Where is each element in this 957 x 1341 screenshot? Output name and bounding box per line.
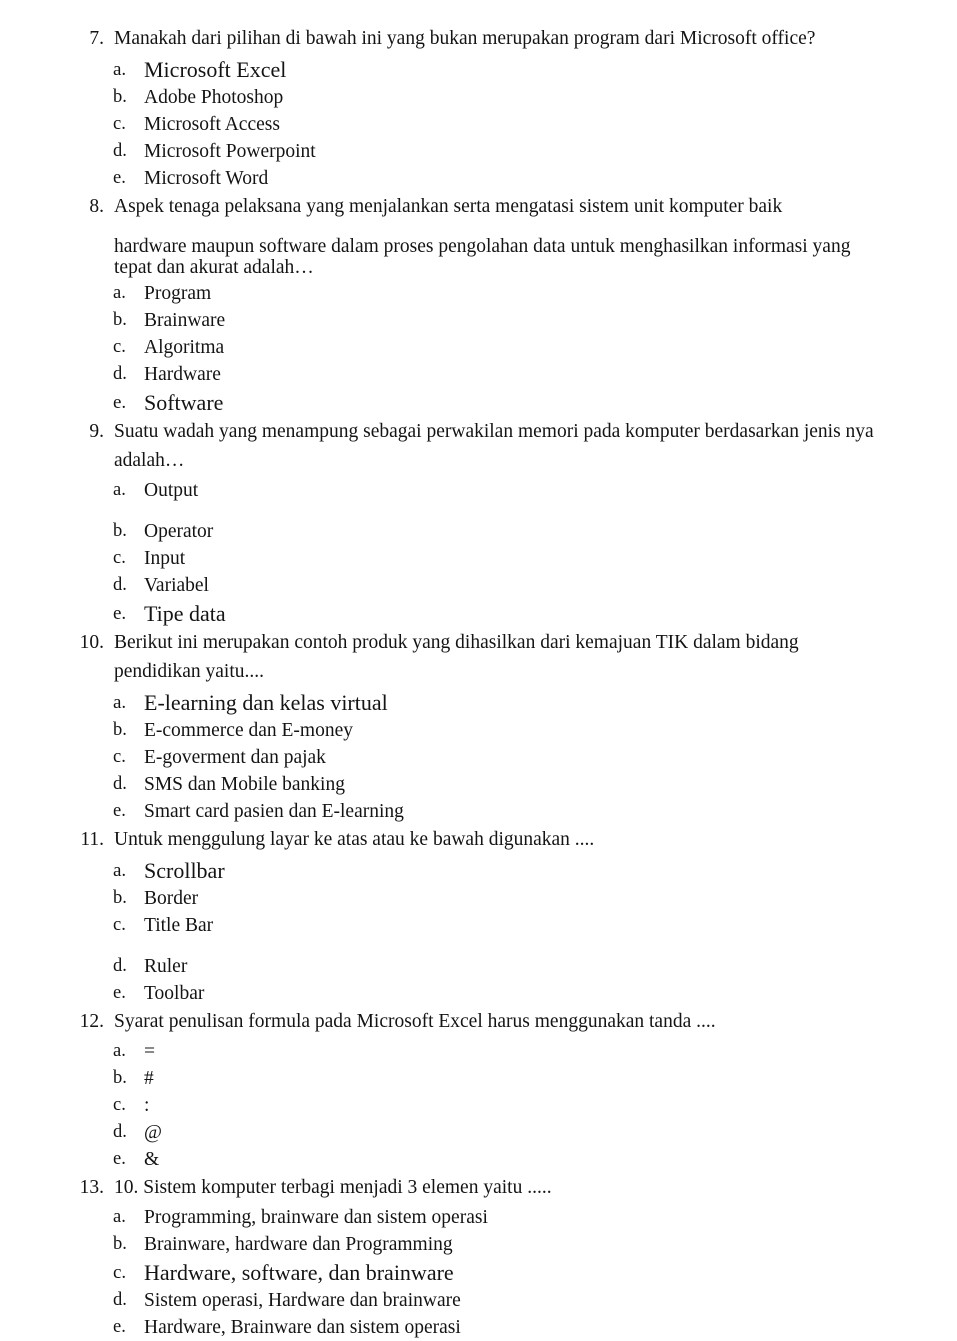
option-letter: d.	[113, 364, 127, 384]
option-item[interactable]	[113, 361, 957, 388]
question-block	[0, 1173, 957, 1202]
option-list	[113, 856, 957, 1007]
question-block	[0, 417, 957, 475]
option-item[interactable]	[113, 477, 957, 504]
option-label: Programming, brainware dan sistem operasi	[144, 1207, 488, 1228]
option-label: Border	[144, 888, 199, 909]
option-item[interactable]	[113, 572, 957, 599]
option-letter: d.	[113, 774, 127, 794]
option-letter: e.	[113, 603, 127, 624]
option-label: =	[144, 1041, 155, 1062]
option-item[interactable]	[113, 307, 957, 334]
option-item[interactable]	[113, 334, 957, 361]
question-text: Syarat penulisan formula pada Microsoft Excel harus menggunakan tanda ....	[114, 1011, 716, 1032]
option-item[interactable]	[113, 798, 957, 825]
option-letter: b.	[113, 1234, 127, 1254]
option-list	[113, 280, 957, 417]
option-letter: b.	[113, 720, 127, 740]
option-label: Program	[144, 283, 212, 304]
option-label: #	[144, 1068, 154, 1089]
option-item[interactable]	[113, 518, 957, 545]
question-block	[0, 1007, 957, 1036]
option-label: Tipe data	[144, 601, 226, 626]
option-letter: a.	[113, 692, 127, 713]
option-label: Algoritma	[144, 337, 225, 358]
question-text: Suatu wadah yang menampung sebagai perwakilan memori pada komputer berdasarkan jenis nya adalah…	[114, 421, 874, 471]
option-item[interactable]	[113, 744, 957, 771]
option-item[interactable]	[113, 84, 957, 111]
option-letter: d.	[113, 1122, 127, 1142]
question-number: 12.	[79, 1011, 104, 1032]
option-item[interactable]	[113, 1065, 957, 1092]
option-letter: d.	[113, 1290, 127, 1310]
option-item[interactable]	[113, 856, 957, 885]
question-number: 9.	[89, 421, 104, 442]
option-item[interactable]	[113, 1204, 957, 1231]
option-group	[113, 1204, 957, 1341]
option-label: @	[144, 1122, 162, 1143]
option-label: E-goverment dan pajak	[144, 747, 326, 768]
option-label: Brainware, hardware dan Programming	[144, 1234, 453, 1255]
option-letter: a.	[113, 860, 127, 881]
option-letter: c.	[113, 1095, 126, 1115]
option-item[interactable]	[113, 953, 957, 980]
option-letter: b.	[113, 310, 127, 330]
question-number: 7.	[89, 28, 104, 49]
option-group	[113, 856, 957, 1007]
option-item[interactable]	[113, 688, 957, 717]
option-letter: e.	[113, 168, 126, 188]
option-label: Variabel	[144, 575, 209, 596]
option-list	[113, 1204, 957, 1341]
option-list	[113, 477, 957, 628]
option-item[interactable]	[113, 599, 957, 628]
option-letter: b.	[113, 1068, 127, 1088]
option-letter: a.	[113, 1041, 126, 1061]
question-number: 8.	[89, 196, 104, 217]
option-label: Operator	[144, 521, 214, 542]
question-text-continuation: hardware maupun software dalam proses pengolahan data untuk menghasilkan informasi yang tepat dan akurat adalah…	[114, 236, 851, 278]
option-item[interactable]	[113, 1092, 957, 1119]
option-letter: c.	[113, 337, 126, 357]
option-item[interactable]	[113, 771, 957, 798]
option-list	[113, 688, 957, 825]
option-label: SMS dan Mobile banking	[144, 774, 345, 795]
option-letter: a.	[113, 480, 126, 500]
question-number: 10.	[79, 632, 104, 653]
option-letter: a.	[113, 1207, 126, 1227]
question-number: 13.	[79, 1177, 104, 1198]
option-label: Brainware	[144, 310, 226, 331]
option-label: :	[144, 1095, 150, 1116]
option-letter: a.	[113, 283, 126, 303]
option-item[interactable]	[113, 1231, 957, 1258]
option-item[interactable]	[113, 1146, 957, 1173]
option-label: Microsoft Powerpoint	[144, 141, 316, 162]
option-item[interactable]	[113, 1287, 957, 1314]
option-letter: e.	[113, 392, 127, 413]
option-label: Output	[144, 480, 199, 501]
option-label: E-commerce dan E-money	[144, 720, 353, 741]
option-item[interactable]	[113, 55, 957, 84]
option-letter: c.	[113, 915, 126, 935]
option-label: Sistem operasi, Hardware dan brainware	[144, 1290, 461, 1311]
option-item[interactable]	[113, 165, 957, 192]
option-letter: c.	[113, 114, 126, 134]
option-label: Adobe Photoshop	[144, 87, 284, 108]
question-text: Untuk menggulung layar ke atas atau ke bawah digunakan ....	[114, 829, 595, 850]
question-text: Aspek tenaga pelaksana yang menjalankan serta mengatasi sistem unit komputer baik	[114, 196, 783, 217]
option-item[interactable]	[113, 885, 957, 912]
question-block	[0, 825, 957, 854]
option-letter: c.	[113, 747, 126, 767]
option-letter: d.	[113, 575, 127, 595]
option-label: Input	[144, 548, 186, 569]
option-item[interactable]	[113, 717, 957, 744]
question-text: Berikut ini merupakan contoh produk yang dihasilkan dari kemajuan TIK dalam bidang pendidikan yaitu....	[114, 632, 799, 682]
option-letter: d.	[113, 956, 127, 976]
option-label: E-learning dan kelas virtual	[144, 690, 388, 715]
question-text: 10. Sistem komputer terbagi menjadi 3 elemen yaitu .....	[114, 1177, 552, 1198]
option-list	[113, 1038, 957, 1173]
option-item[interactable]	[113, 545, 957, 572]
option-label: Ruler	[144, 956, 188, 977]
option-item[interactable]	[113, 280, 957, 307]
option-letter: e.	[113, 1317, 126, 1337]
question-block	[0, 628, 957, 686]
option-group	[113, 688, 957, 825]
option-group	[113, 55, 957, 192]
option-label: Title Bar	[144, 915, 214, 936]
option-label: Hardware, Brainware dan sistem operasi	[144, 1317, 461, 1338]
question-block	[0, 192, 957, 278]
option-label: &	[144, 1149, 160, 1170]
option-letter: c.	[113, 548, 126, 568]
question-block	[0, 24, 957, 53]
option-item[interactable]	[113, 111, 957, 138]
option-letter: e.	[113, 983, 126, 1003]
option-letter: e.	[113, 801, 126, 821]
option-letter: b.	[113, 888, 127, 908]
option-item[interactable]	[113, 1038, 957, 1065]
question-list	[0, 24, 957, 1341]
option-letter: b.	[113, 87, 127, 107]
question-number: 11.	[80, 829, 104, 850]
question-text: Manakah dari pilihan di bawah ini yang bukan merupakan program dari Microsoft office?	[114, 28, 816, 49]
option-label: Software	[144, 390, 224, 415]
option-label: Hardware	[144, 364, 221, 385]
option-label: Smart card pasien dan E-learning	[144, 801, 404, 822]
option-item[interactable]	[113, 912, 957, 939]
option-label: Microsoft Word	[144, 168, 269, 189]
option-group	[113, 477, 957, 628]
option-list	[113, 55, 957, 192]
option-item[interactable]	[113, 1119, 957, 1146]
option-item[interactable]	[113, 1314, 957, 1341]
option-label: Microsoft Access	[144, 114, 280, 135]
option-group	[113, 280, 957, 417]
option-label: Toolbar	[144, 983, 205, 1004]
option-letter: c.	[113, 1262, 127, 1283]
option-letter: b.	[113, 521, 127, 541]
option-letter: a.	[113, 59, 127, 80]
option-letter: e.	[113, 1149, 126, 1169]
option-group	[113, 1038, 957, 1173]
option-item[interactable]	[113, 1258, 957, 1287]
option-label: Hardware, software, dan brainware	[144, 1260, 454, 1285]
option-item[interactable]	[113, 138, 957, 165]
option-item[interactable]	[113, 388, 957, 417]
option-item[interactable]	[113, 980, 957, 1007]
option-label: Scrollbar	[144, 858, 225, 883]
option-label: Microsoft Excel	[144, 57, 287, 82]
option-letter: d.	[113, 141, 127, 161]
